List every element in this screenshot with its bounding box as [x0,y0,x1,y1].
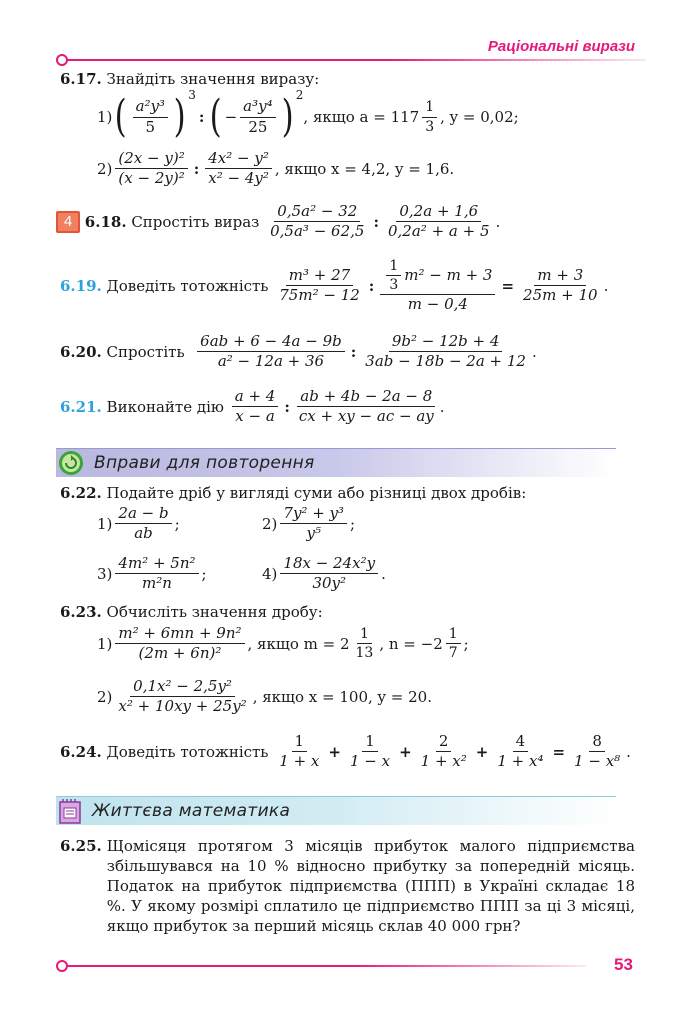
exercise-text: Доведіть тотожність [106,742,269,761]
exercise-6-17-part-2: 2) $\frac{\text{(2x − y)²}}{\text{(x − 2y)²}}$ : $\frac{\text{4x² − y²}}{\text{x² − 4y²}}$ , якщо x = 4,2, y = 1,6. [97,149,455,188]
fraction: $\frac{a + 4}{x - a}$ [232,388,279,426]
exercise-number: 6.19. [60,276,102,295]
level-badge: 4 [56,211,80,233]
exercise-6-23-part-1: 1) $\frac{\text{m² + 6mn + 9n²}}{\text{(2m + 6n)²}}$ , якщо m = 2 $\frac{1}{13}$ , n = −2 $\frac{1}{7}$ ; [97,624,469,663]
fraction: $\frac{2}{\text{1 + x²}}$ [420,732,467,771]
fraction: $\frac{\text{0,1x² − 2,5y²}}{\text{x² + 10xy + 25y²}}$ [118,677,247,716]
repeat-icon [58,450,84,476]
fraction: $\frac{1}{1 - x}$ [349,732,391,771]
fraction: $\frac{1}{1 + x}$ [279,732,320,771]
top-rule [66,59,646,61]
page-number: 53 [614,955,633,974]
fraction: $\frac{6ab + 6 - 4a - 9b}{\text{a² − 12a + 36}}$ [197,333,345,371]
exercise-6-25 [60,836,635,936]
exponent: 2 [295,88,304,102]
mixed-fraction: $\frac{1}{7}$ [446,626,461,661]
condition: , y = 0,02; [440,108,519,126]
mixed-fraction: $\frac{1}{3}$ [422,99,437,134]
fraction: $\frac{\text{18x − 24x²y}}{\text{30y²}}$ [280,555,378,593]
exercise-number: 6.25. [60,837,102,855]
condition: , якщо x = 4,2, y = 1,6. [274,159,455,178]
fraction: $\frac{\text{a³y⁴}}{25}$ [240,98,275,136]
part-label: 1) [97,108,113,126]
part-label: 2) [97,159,113,178]
exercise-text: Знайдіть значення виразу: [106,70,320,88]
banner-title: Життєва математика [92,801,291,821]
fraction: $\frac{\text{4x² − y²}}{\text{x² − 4y²}}$ [205,150,272,188]
fraction: $\frac{\text{0,5a² − 32}}{\text{0,5a³ − 62,5}}$ [270,202,365,241]
fraction: $\frac{2a - b}{ab}$ [115,505,171,543]
banner-title: Вправи для повторення [94,453,315,473]
exercise-6-18: 4 6.18. Спростіть вираз $\frac{\text{0,5a² − 32}}{\text{0,5a³ − 62,5}}$ : $\frac{0,2a + 1,6}{\text{0,2a² + a + 5}}$ . [56,203,500,241]
condition: , якщо a = 117 [303,108,420,126]
exercise-6-21: 6.21. Виконайте дію $\frac{a + 4}{x - a}$ : $\frac{ab + 4b - 2a - 8}{cx + xy - ac - ay}$ . [60,387,445,426]
exercise-number: 6.23. [60,603,102,621]
list-item: 3) $\frac{\text{4m² + 5n²}}{\text{m²n}}$ ; [97,554,207,593]
exercise-6-24: 6.24. Доведіть тотожність $\frac{1}{1 + x}$ + $\frac{1}{1 - x}$ + $\frac{2}{\text{1 + x²}}$ + $\frac{4}{\text{1 + x⁴}}$ = $\frac{8}{\text{1 − x⁸}}$ . [60,732,631,771]
exercise-number: 6.18. [84,212,127,231]
exercise-text: Обчисліть значення дробу: [106,603,323,621]
exercise-number: 6.21. [60,397,102,416]
list-item: 1) $\frac{2a - b}{ab}$ ; [97,504,180,543]
fraction: $\frac{\text{a²y³}}{5}$ [133,98,168,136]
exercise-text: Щомісяця протягом 3 місяців прибуток малого підприємства збільшувався на 10 % відносно прибутку за попередній місяць. Податок на прибуток підприємства (ППП) в Україні складає 18 %. У якому розмірі сплатило це підприємство ППП за ці 3 місяці, якщо прибуток за перший місяць склав 40 000 грн? [106,837,635,935]
fraction: $\frac{\text{(2x − y)²}}{\text{(x − 2y)²}}$ [115,150,187,188]
section-title: Раціональні вирази [487,38,635,55]
fraction: $\frac{\text{7y² + y³}}{\text{y⁵}}$ [280,505,347,543]
exercise-6-22 [60,484,526,502]
exercise-text: Доведіть тотожність [106,276,269,295]
fraction: $\frac{\text{m³ + 27}}{\text{75m² − 12}}$ [279,265,360,305]
exercise-number: 6.20. [60,342,102,361]
exercise-6-23-part-2: 2) $\frac{\text{0,1x² − 2,5y²}}{\text{x² + 10xy + 25y²}}$ , якщо x = 100, y = 20. [97,677,432,716]
exercise-number: 6.24. [60,742,102,761]
fraction: $\frac{0,2a + 1,6}{\text{0,2a² + a + 5}}$ [388,202,490,241]
fraction: $\frac{ab + 4b - 2a - 8}{cx + xy - ac - ay}$ [298,387,434,426]
fraction: $\frac{\text{4m² + 5n²}}{\text{m²n}}$ [115,555,198,593]
exercise-6-17-part-1: 1) ( $\frac{\text{a²y³}}{5}$ ) 3 : ( − $\frac{\text{a³y⁴}}{25}$ ) 2 , якщо a = 117 $\frac{1}{3}$ , y = 0,02; [97,88,519,142]
section-banner-repetition [56,448,616,477]
exercise-text: Спростіть [106,342,185,361]
fraction: $\frac{\text{m² + 6mn + 9n²}}{\text{(2m + 6n)²}}$ [115,625,244,663]
exercise-number: 6.17. [60,70,102,88]
exercise-6-19: 6.19. Доведіть тотожність $\frac{\text{m³ + 27}}{\text{75m² − 12}}$ : $\frac{1}{3}$ m² − m + 3 m − 0,4 = $\frac{m + 3}{25m + 10}$ . [60,258,609,314]
fraction: $\frac{1}{3}$ m² − m + 3 m − 0,4 [380,258,495,313]
exercise-text: Виконайте дію [106,397,224,416]
list-item: 4) $\frac{\text{18x − 24x²y}}{\text{30y²}}$ . [262,554,386,593]
notebook-icon [58,798,82,824]
mixed-fraction: $\frac{1}{13}$ [355,626,374,662]
exercise-number: 6.22. [60,484,102,502]
exercise-6-17 [60,70,319,88]
exercise-6-23 [60,603,323,621]
exercise-6-20: 6.20. Спростіть $\frac{6ab + 6 - 4a - 9b}{\text{a² − 12a + 36}}$ : $\frac{\text{9b² − 12b + 4}}{3ab - 18b - 2a + 12}$ . [60,332,537,371]
fraction: $\frac{m + 3}{25m + 10}$ [523,265,598,305]
list-item: 2) $\frac{\text{7y² + y³}}{\text{y⁵}}$ ; [262,504,356,543]
fraction: $\frac{8}{\text{1 − x⁸}}$ [574,732,621,771]
fraction: $\frac{4}{\text{1 + x⁴}}$ [497,732,544,771]
bottom-rule [66,965,586,967]
section-banner-life-math [56,796,616,825]
exponent: 3 [188,88,196,102]
exercise-text: Спростіть вираз [131,212,260,231]
exercise-text: Подайте дріб у вигляді суми або різниці двох дробів: [106,484,527,502]
fraction: $\frac{\text{9b² − 12b + 4}}{3ab - 18b - 2a + 12}$ [365,332,526,371]
